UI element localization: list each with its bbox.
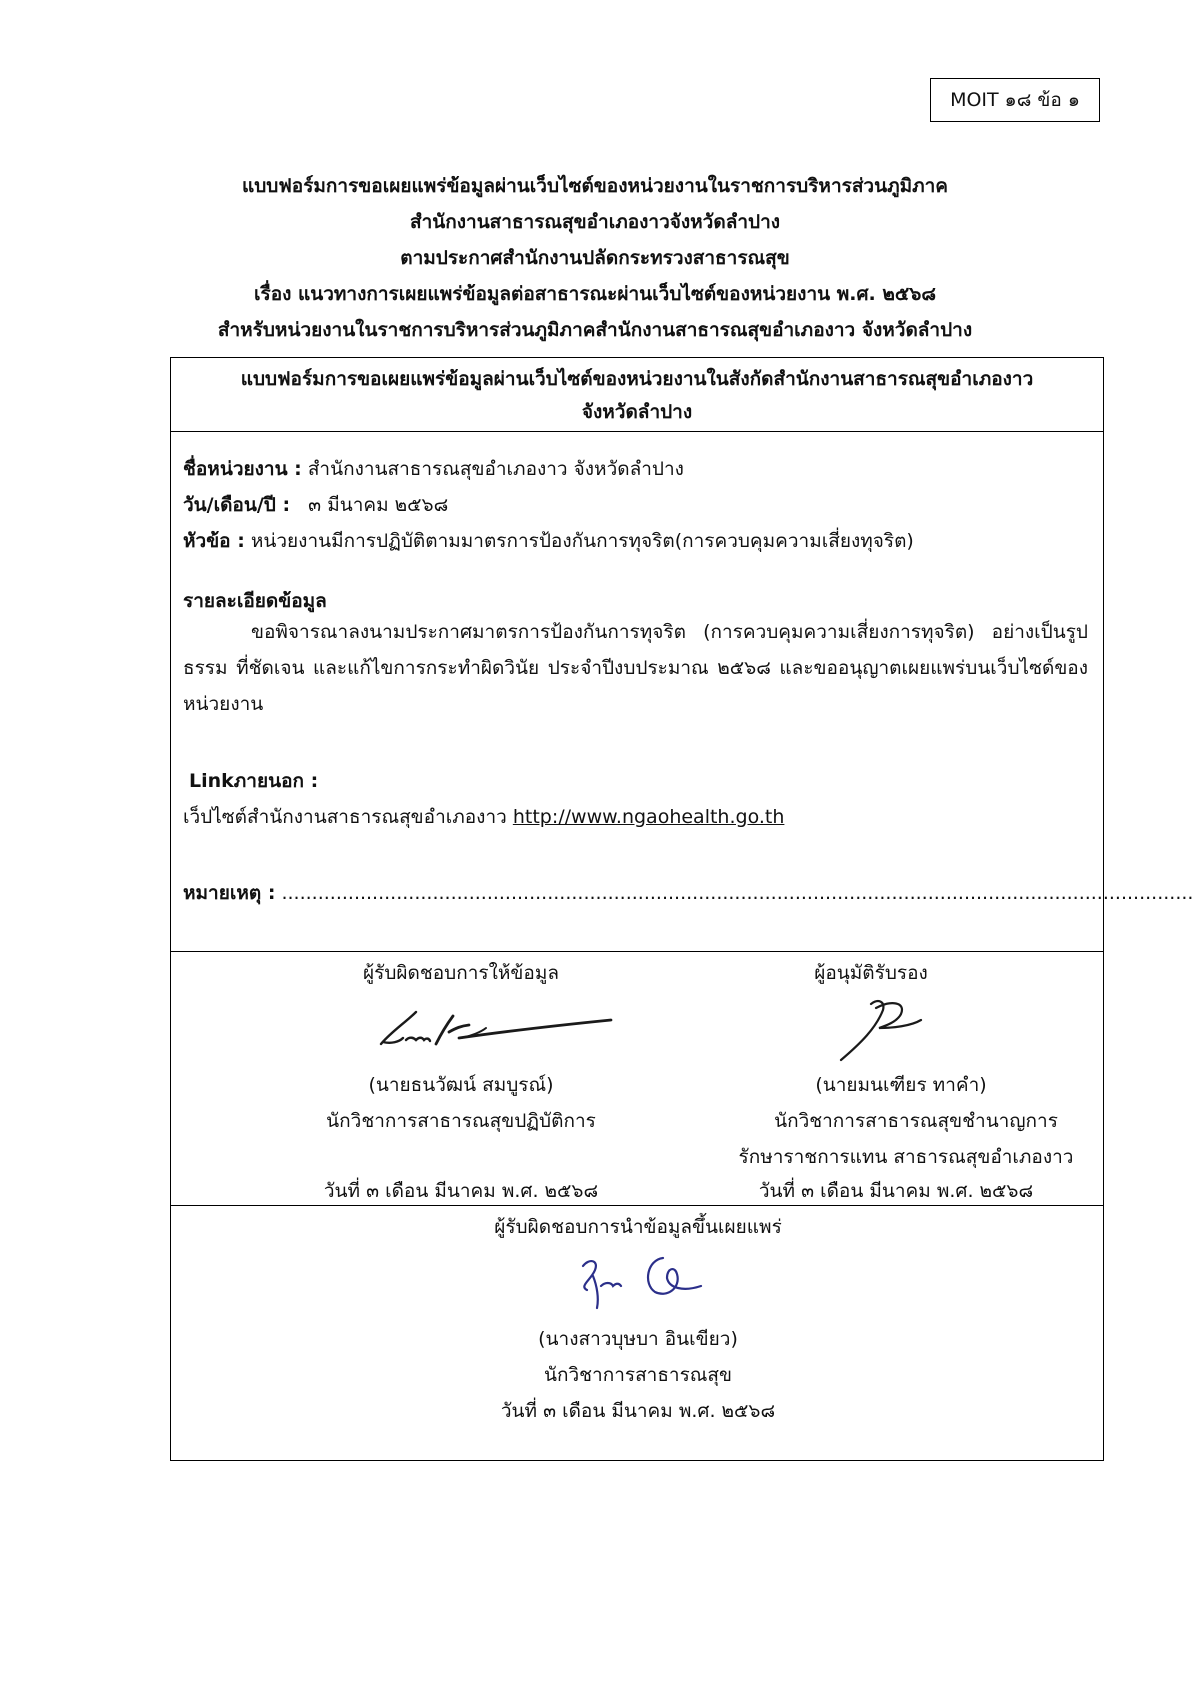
link-prefix: เว็ปไซต์สำนักงานสาธารณสุขอำเภองาว bbox=[183, 806, 507, 828]
link-row bbox=[183, 802, 784, 832]
topic-label: หัวข้อ : bbox=[183, 530, 245, 552]
approver-signature bbox=[821, 988, 941, 1068]
agency-row bbox=[183, 454, 684, 484]
responsible-name: (นายธนวัฒน์ สมบูรณ์) bbox=[368, 1074, 554, 1096]
date-label: วัน/เดือน/ปี : bbox=[183, 494, 291, 516]
responsible-title: ผู้รับผิดชอบการให้ข้อมูล bbox=[363, 962, 559, 984]
publisher-name: (นางสาวบุษบา อินเขียว) bbox=[538, 1328, 738, 1350]
approver-name: (นายมนเฑียร ทาคำ) bbox=[815, 1074, 987, 1096]
approver-acting: รักษาราชการแทน สาธารณสุขอำเภองาว bbox=[738, 1146, 1074, 1168]
info-body: ขอพิจารณาลงนามประกาศมาตรการป้องกันการทุจริต (การควบคุมความเสี่ยงการทุจริต) อย่างเป็นรูปธรรม ที่ชัดเจน และแก้ไขการกระทำผิดวินัย ประจำปีงบประมาณ ๒๕๖๘ และขออนุญาตเผยแพร่บนเว็บไซด์ของหน่วยงาน bbox=[183, 621, 1088, 715]
info-heading: รายละเอียดข้อมูล bbox=[183, 590, 327, 612]
publisher-position: นักวิชาการสาธารณสุข bbox=[543, 1364, 733, 1386]
responsible-date: วันที่ ๓ เดือน มีนาคม พ.ศ. ๒๕๖๘ bbox=[323, 1180, 599, 1202]
link-heading: Linkภายนอก : bbox=[189, 770, 319, 792]
header-line-1: แบบฟอร์มการขอเผยแพร่ข้อมูลผ่านเว็บไซต์ของหน่วยงานในราชการบริหารส่วนภูมิภาค bbox=[241, 175, 949, 197]
header-line-3: ตามประกาศสำนักงานปลัดกระทรวงสาธารณสุข bbox=[400, 247, 790, 269]
responsible-signature bbox=[361, 992, 621, 1062]
header-line-4: เรื่อง แนวทางการเผยแพร่ข้อมูลต่อสาธารณะผ่านเว็บไซต์ของหน่วยงาน พ.ศ. ๒๕๖๘ bbox=[254, 283, 936, 305]
header-line-2: สำนักงานสาธารณสุขอำเภองาวจังหวัดลำปาง bbox=[409, 211, 781, 233]
note-dots: ....................................................................................................................................................... bbox=[281, 882, 1193, 904]
publisher-title: ผู้รับผิดชอบการนำข้อมูลขึ้นเผยแพร่ bbox=[494, 1216, 782, 1238]
publisher-signature bbox=[563, 1246, 713, 1316]
form-title bbox=[171, 358, 1103, 432]
approver-position: นักวิชาการสาธารณสุขชำนาญการ bbox=[774, 1110, 1058, 1132]
document-code-box bbox=[930, 78, 1100, 122]
topic-value: หน่วยงานมีการปฏิบัติตามมาตรการป้องกันการทุจริต(การควบคุมความเสี่ยงทุจริต) bbox=[250, 530, 914, 552]
topic-row bbox=[183, 526, 914, 556]
publisher-section bbox=[171, 1206, 1103, 1460]
date-value: ๓ มีนาคม ๒๕๖๘ bbox=[308, 494, 449, 516]
document-code: MOIT ๑๘ ข้อ ๑ bbox=[950, 89, 1080, 111]
form-title-line-2: จังหวัดลำปาง bbox=[581, 401, 693, 423]
note-row bbox=[183, 878, 1193, 908]
header-line-5: สำหรับหน่วยงานในราชการบริหารส่วนภูมิภาคสำนักงานสาธารณสุขอำเภองาว จังหวัดลำปาง bbox=[217, 319, 973, 341]
signature-section bbox=[171, 952, 1103, 1206]
agency-value: สำนักงานสาธารณสุขอำเภองาว จังหวัดลำปาง bbox=[307, 458, 684, 480]
form-table bbox=[170, 357, 1193, 1461]
link-heading-row bbox=[189, 766, 318, 796]
responsible-position: นักวิชาการสาธารณสุขปฏิบัติการ bbox=[326, 1110, 596, 1132]
approver-date: วันที่ ๓ เดือน มีนาคม พ.ศ. ๒๕๖๘ bbox=[758, 1180, 1034, 1202]
document-header bbox=[0, 168, 1190, 348]
agency-label: ชื่อหน่วยงาน : bbox=[183, 458, 302, 480]
date-row bbox=[183, 490, 448, 520]
details-section bbox=[171, 432, 1193, 952]
form-title-line-1: แบบฟอร์มการขอเผยแพร่ข้อมูลผ่านเว็บไซต์ของหน่วยงานในสังกัดสำนักงานสาธารณสุขอำเภองาว bbox=[240, 368, 1034, 390]
publisher-date: วันที่ ๓ เดือน มีนาคม พ.ศ. ๒๕๖๘ bbox=[500, 1400, 776, 1422]
note-label: หมายเหตุ : bbox=[183, 882, 276, 904]
approver-title: ผู้อนุมัติรับรอง bbox=[814, 962, 928, 984]
website-link[interactable]: http://www.ngaohealth.go.th bbox=[512, 806, 785, 828]
info-heading-row bbox=[183, 586, 327, 616]
